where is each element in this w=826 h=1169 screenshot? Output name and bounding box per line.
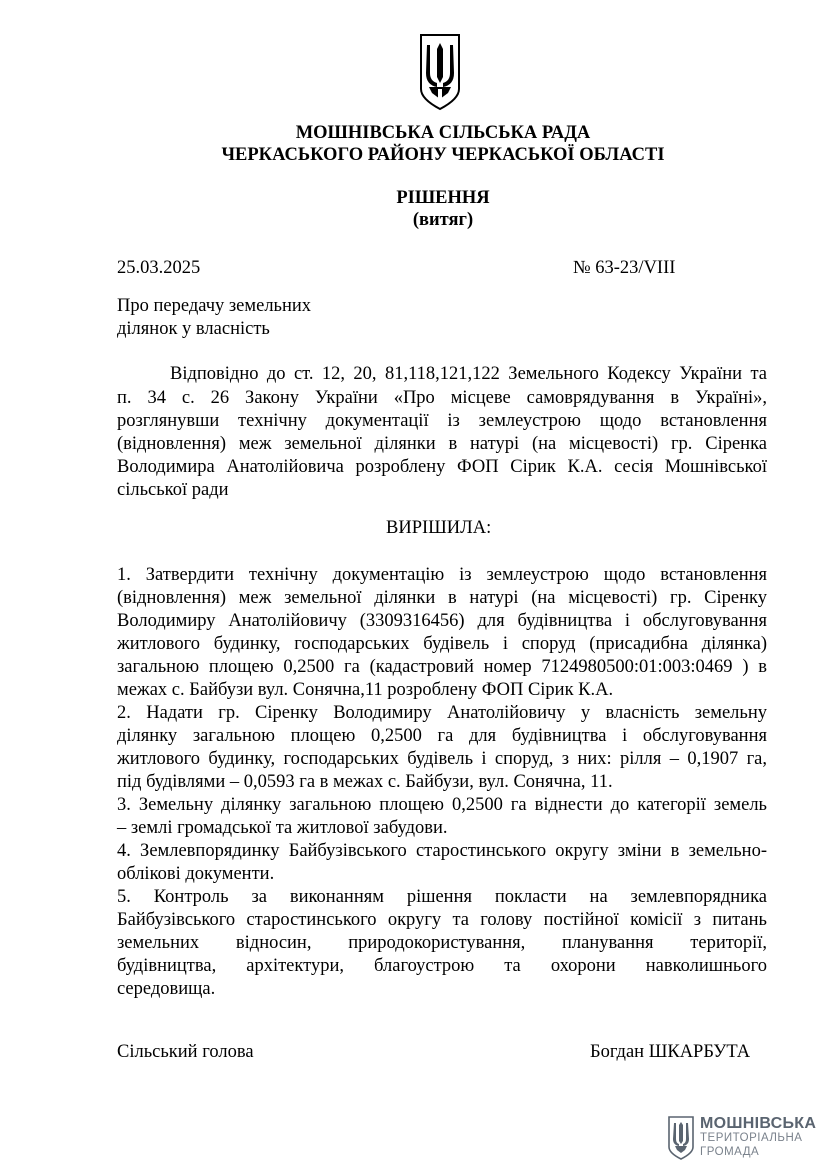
body-line: 5. Контроль за виконанням рішення покласти на землевпорядника (117, 887, 767, 907)
document-number: № 63-23/VIII (573, 258, 676, 278)
preamble-line: (відновлення) меж земельної ділянки в натурі (на місцевості) гр. Сіренка (117, 434, 767, 454)
body-line: будівництва, архітектури, благоустрою та охорони навколишнього (117, 956, 767, 976)
body-line: 4. Землевпорядинку Байбузівського старостинського округу зміни в земельно- (117, 841, 767, 861)
body-line: 3. Земельну ділянку загальною площею 0,2500 га віднести до категорії земель (117, 795, 767, 815)
body-line: (відновлення) меж земельної ділянки в натурі (на місцевості) гр. Сіренку (117, 588, 767, 608)
preamble-line: розглянувши технічну документації із землеустрою щодо встановлення (117, 411, 767, 431)
preamble-line: сільської ради (117, 480, 229, 500)
logo-subtitle: ГРОМАДА (700, 1146, 760, 1158)
preamble-line: п. 34 с. 26 Закону України «Про місцеве самоврядування в Україні», (117, 388, 767, 408)
body-line: житлового будинку, господарських будівель і споруд, з них: рілля – 0,1907 га, (117, 749, 767, 769)
logo-subtitle: ТЕРИТОРІАЛЬНА (700, 1132, 803, 1144)
body-line: земельних відносин, природокористування, планування території, (117, 933, 767, 953)
trident-icon (666, 1115, 696, 1160)
body-line: житлового будинку, господарських будівель і споруд (присадибна ділянка) (117, 634, 767, 654)
community-logo (666, 1115, 816, 1160)
body-line: 1. Затвердити технічну документацію із землеустрою щодо встановлення (117, 565, 767, 585)
council-region: ЧЕРКАСЬКОГО РАЙОНУ ЧЕРКАСЬКОЇ ОБЛАСТІ (221, 145, 665, 165)
logo-title: МОШНІВСЬКА (700, 1115, 817, 1132)
subject-line: ділянок у власність (117, 319, 270, 339)
trident-icon (415, 33, 465, 111)
body-line: облікові документи. (117, 864, 275, 884)
body-line: загальною площею 0,2500 га (кадастровий номер 7124980500:01:003:0469 ) в (117, 657, 767, 677)
preamble-line: Відповідно до ст. 12, 20, 81,118,121,122 Земельного Кодексу України та (170, 364, 767, 384)
subject-line: Про передачу земельних (117, 296, 312, 316)
resolved-heading: ВИРІШИЛА: (386, 518, 492, 538)
body-line: середовища. (117, 979, 216, 999)
body-line: 2. Надати гр. Сіренку Володимиру Анатолійовичу у власність земельну (117, 703, 767, 723)
body-line: – землі громадської та житлової забудови. (117, 818, 448, 838)
body-line: межах с. Байбузи вул. Сонячна,11 розроблену ФОП Сірик К.А. (117, 680, 614, 700)
body-line: під будівлями – 0,0593 га в межах с. Байбузи, вул. Сонячна, 11. (117, 772, 613, 792)
body-line: ділянку загальною площею 0,2500 га для будівництва і обслуговування (117, 726, 767, 746)
body-line: Володимиру Анатолійовичу (3309316456) для будівництва і обслуговування (117, 611, 767, 631)
body-line: Байбузівського старостинського округу та голову постійної комісії з питань (117, 910, 767, 930)
council-name: МОШНІВСЬКА СІЛЬСЬКА РАДА (295, 123, 591, 143)
signature-name: Богдан ШКАРБУТА (590, 1042, 751, 1062)
preamble-line: Володимира Анатолійовича розроблену ФОП Сірик К.А. сесія Мошнівської (117, 457, 767, 477)
signature-position: Сільський голова (117, 1042, 254, 1062)
document-date: 25.03.2025 (117, 258, 201, 278)
document-type: РІШЕННЯ (396, 188, 490, 208)
document-subtype: (витяг) (412, 210, 474, 230)
